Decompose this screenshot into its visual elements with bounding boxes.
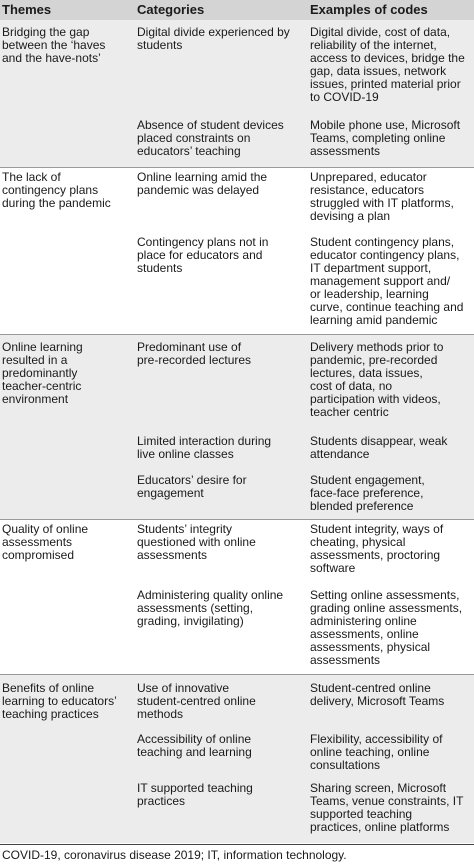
category-cell: Limited interaction during live online classes (137, 434, 272, 461)
codes-cell: Digital divide, cost of data, reliability of the internet, access to devices, bridge the gap, data issues, network issues, printed material prior to COVID-19 (310, 25, 465, 104)
table-header (0, 0, 474, 20)
header-themes: Themes (2, 2, 52, 17)
category-cell: Administering quality online assessments (setting, grading, invigilating) (137, 588, 284, 628)
theme-band (0, 335, 474, 519)
category-cell: Digital divide experienced by students (137, 25, 290, 52)
theme-name: Quality of online assessments compromised (2, 522, 89, 562)
theme-name: Online learning resulted in a predominantly teacher-centric environment (2, 340, 83, 406)
codes-cell: Sharing screen, Microsoft Teams, venue constraints, IT supported teaching practices, online platforms (310, 781, 464, 834)
category-cell: Accessibility of online teaching and learning (137, 732, 252, 759)
theme-name: Benefits of online learning to educators’ teaching practices (2, 681, 117, 721)
theme-band (0, 20, 474, 167)
codes-cell: Delivery methods prior to pandemic, pre-recorded lectures, data issues, cost of data, no participation with videos, teacher centric (310, 340, 444, 419)
category-cell: Online learning amid the pandemic was delayed (137, 170, 268, 197)
category-cell: Use of innovative student-centred online methods (137, 681, 256, 721)
codes-cell: Student engagement, face-face preference, blended preference (310, 473, 425, 513)
theme-band (0, 675, 474, 843)
codes-cell: Student-centred online delivery, Microsoft Teams (310, 681, 445, 708)
category-cell: Students’ integrity questioned with online assessments (137, 522, 256, 562)
category-cell: Absence of student devices placed constraints on educators’ teaching (137, 118, 284, 158)
header-categories: Categories (137, 2, 205, 17)
category-cell: Educators’ desire for engagement (137, 473, 247, 500)
theme-name: Bridging the gap between the ‘haves and the have-nots’ (2, 25, 106, 65)
codes-cell: Students disappear, weak attendance (310, 434, 448, 461)
header-examples-of-codes: Examples of codes (310, 2, 428, 17)
category-cell: IT supported teaching practices (137, 781, 253, 808)
codes-cell: Student integrity, ways of cheating, physical assessments, proctoring software (310, 522, 444, 575)
codes-cell: Unprepared, educator resistance, educators struggled with IT platforms, devising a plan (310, 170, 454, 223)
codes-cell: Student contingency plans, educator contingency plans, IT department support, management support and/ or leadership, learning curve, continue teaching and learning amid pandemic (310, 235, 464, 327)
table-footnote: COVID-19, coronavirus disease 2019; IT, information technology. (2, 848, 347, 862)
theme-band (0, 520, 474, 674)
category-cell: Contingency plans not in place for educators and students (137, 235, 269, 275)
table-bottom-rule (0, 844, 474, 845)
codes-cell: Flexibility, accessibility of online teaching, online consultations (310, 732, 443, 772)
codes-cell: Mobile phone use, Microsoft Teams, completing online assessments (310, 118, 461, 158)
theme-band (0, 168, 474, 334)
codes-cell: Setting online assessments, grading online assessments, administering online assessments, online assessments, physical assessments (310, 588, 463, 667)
theme-name: The lack of contingency plans during the pandemic (2, 170, 111, 210)
category-cell: Predominant use of pre-recorded lectures (137, 340, 252, 367)
